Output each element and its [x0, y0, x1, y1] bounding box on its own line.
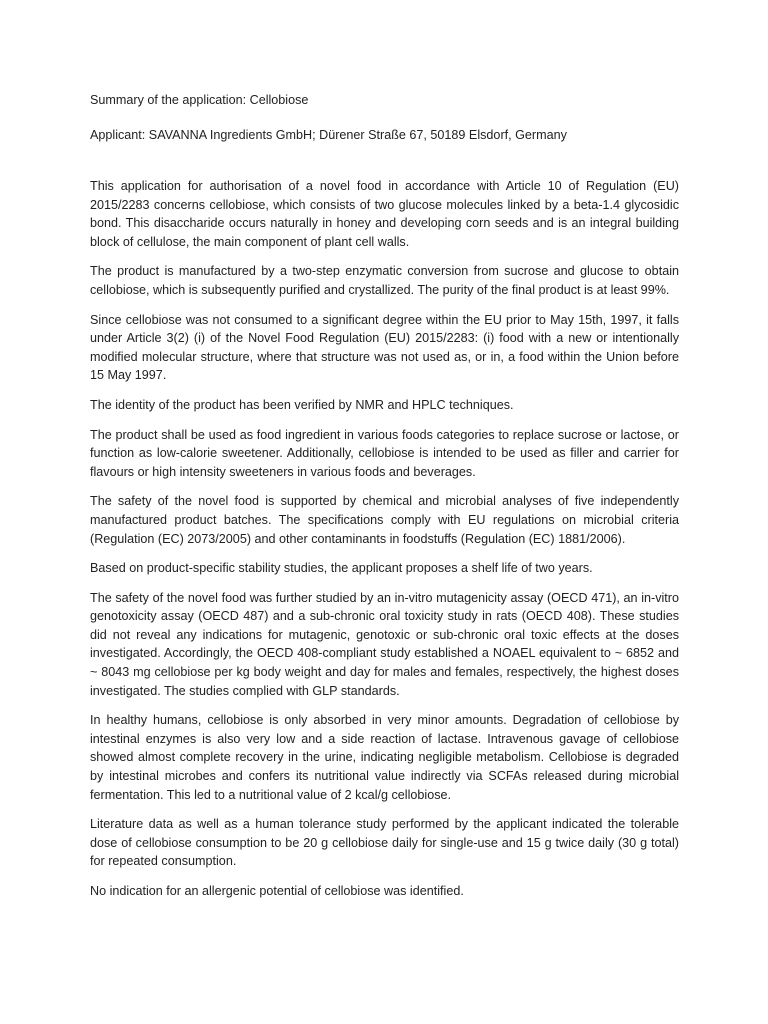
paragraph-batch-analyses: The safety of the novel food is supported by chemical and microbial analyses of five independently manufactured product batches. The specifications comply with EU regulations on microbial criteria (Regulation (EC) 2073/2005) and other contaminants in foodstuffs (Regulation (EC) 1881/2006). — [90, 494, 679, 546]
paragraph-allergenicity: No indication for an allergenic potential of cellobiose was identified. — [90, 884, 464, 898]
paragraph-shelf-life: Based on product-specific stability studies, the applicant proposes a shelf life of two years. — [90, 561, 593, 576]
paragraph-intended-use: The product shall be used as food ingredient in various foods categories to replace sucrose or lactose, or function as low-calorie sweetener. Additionally, cellobiose is intended to be used as filler and carrier for flavours or high intensity sweeteners in various foods and beverages. — [90, 427, 679, 479]
paragraph-tolerance: Literature data as well as a human tolerance study performed by the applicant indicated the tolerable dose of cellobiose consumption to be 20 g cellobiose daily for single-use and 15 g twice daily (30 g total) for repeated consumption. — [90, 817, 679, 869]
applicant-line: Applicant: SAVANNA Ingredients GmbH; Dürener Straße 67, 50189 Elsdorf, Germany — [90, 127, 567, 142]
document-title: Summary of the application: Cellobiose — [90, 93, 309, 107]
paragraph-identity: The identity of the product has been verified by NMR and HPLC techniques. — [90, 397, 514, 412]
document-page — [90, 91, 679, 901]
paragraph-metabolism: In healthy humans, cellobiose is only absorbed in very minor amounts. Degradation of cellobiose by intestinal enzymes is also very low and a side reaction of lactase. Intravenous gavage of cellobiose showed almost complete recovery in the urine, indicating negligible metabolism. Cellobiose is degraded by intestinal microbes and confers its nutritional value indirectly via SCFAs released during microbial fermentation. This led to a nutritional value of 2 kcal/g cellobiose. — [90, 713, 679, 802]
paragraph-manufacturing: The product is manufactured by a two-step enzymatic conversion from sucrose and glucose to obtain cellobiose, which is subsequently purified and crystallized. The purity of the final product is at least 99%. — [90, 264, 679, 297]
paragraph-regulatory-status: Since cellobiose was not consumed to a significant degree within the EU prior to May 15th, 1997, it falls under Article 3(2) (i) of the Novel Food Regulation (EU) 2015/2283: (i) food with a new or intentionally modified molecular structure, where that structure was not used as, or in, a food within the Union before 15 May 1997. — [90, 312, 679, 383]
paragraph-overview: This application for authorisation of a novel food in accordance with Article 10 of Regulation (EU) 2015/2283 concerns cellobiose, which consists of two glucose molecules linked by a beta-1.4 glycosidic bond. This disaccharide occurs naturally in honey and developing corn seeds and is an integral building block of cellulose, the main component of plant cell walls. — [90, 179, 679, 249]
paragraph-toxicology: The safety of the novel food was further studied by an in-vitro mutagenicity assay (OECD 471), an in-vitro genotoxicity assay (OECD 487) and a sub-chronic oral toxicity study in rats (OECD 408). These studies did not reveal any indications for mutagenic, genotoxic or sub-chronic oral toxic effects at the doses investigated. Accordingly, the OECD 408-compliant study established a NOAEL equivalent to ~ 6852 and ~ 8043 mg cellobiose per kg body weight and day for males and females, respectively, the highest doses investigated. The studies complied with GLP standards. — [90, 590, 679, 698]
